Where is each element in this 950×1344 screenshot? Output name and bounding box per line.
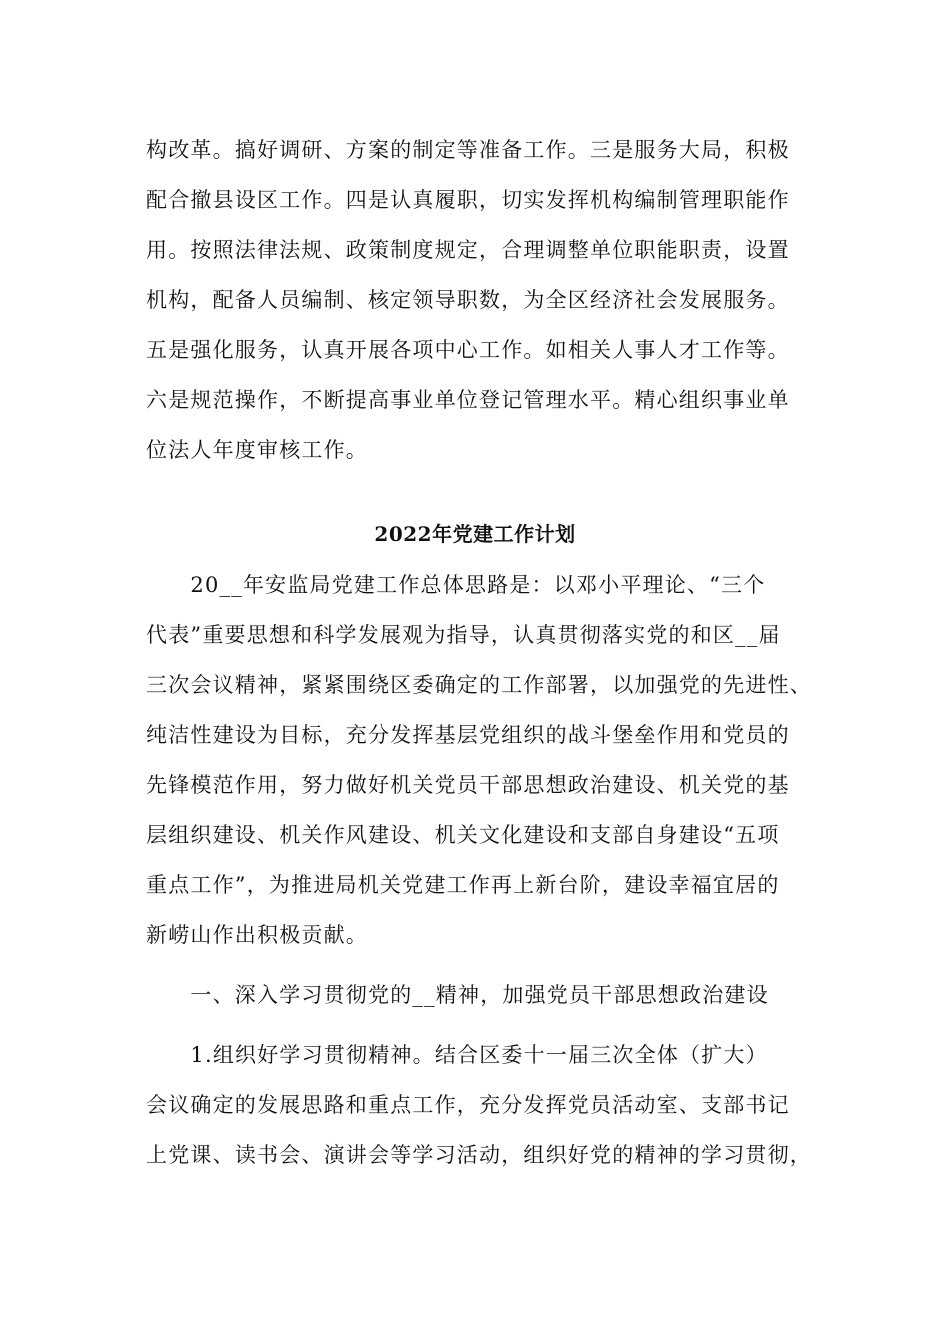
body-line: 层组织建设、机关作风建设、机关文化建设和支部自身建设“五项 [146,823,780,847]
body-line: 代表”重要思想和科学发展观为指导，认真贯彻落实党的和区__届 [146,623,781,647]
body-line: 位法人年度审核工作。 [146,438,368,462]
body-line: 20__年安监局党建工作总体思路是：以邓小平理论、“三个 [146,573,766,597]
body-line: 五是强化服务，认真开展各项中心工作。如相关人事人才工作等。 [146,338,790,362]
body-line: 先锋模范作用，努力做好机关党员干部思想政治建设、机关党的基 [146,773,790,797]
body-line: 重点工作”，为推进局机关党建工作再上新台阶，建设幸福宜居的 [146,873,780,897]
body-line: 构改革。搞好调研、方案的制定等准备工作。三是服务大局，积极 [146,138,790,162]
document-title: 2022年党建工作计划 [374,522,576,546]
body-line: 六是规范操作，不断提高事业单位登记管理水平。精心组织事业单 [146,388,790,412]
body-line: 配合撤县设区工作。四是认真履职，切实发挥机构编制管理职能作 [146,188,790,212]
body-line: 机构，配备人员编制、核定领导职数，为全区经济社会发展服务。 [146,288,790,312]
body-line: 会议确定的发展思路和重点工作，充分发挥党员活动室、支部书记 [146,1093,790,1117]
body-line: 用。按照法律法规、政策制度规定，合理调整单位职能职责，设置 [146,238,790,262]
body-line: 纯洁性建设为目标，充分发挥基层党组织的战斗堡垒作用和党员的 [146,723,790,747]
body-line: 上党课、读书会、演讲会等学习活动，组织好党的精神的学习贯彻， [146,1143,812,1167]
section-heading: 一、深入学习贯彻党的__精神，加强党员干部思想政治建设 [146,983,769,1007]
body-line: 三次会议精神，紧紧围绕区委确定的工作部署，以加强党的先进性、 [146,673,812,697]
body-line: 新崂山作出积极贡献。 [146,923,368,947]
body-line: 1.组织好学习贯彻精神。结合区委十一届三次全体（扩大） [146,1043,768,1067]
